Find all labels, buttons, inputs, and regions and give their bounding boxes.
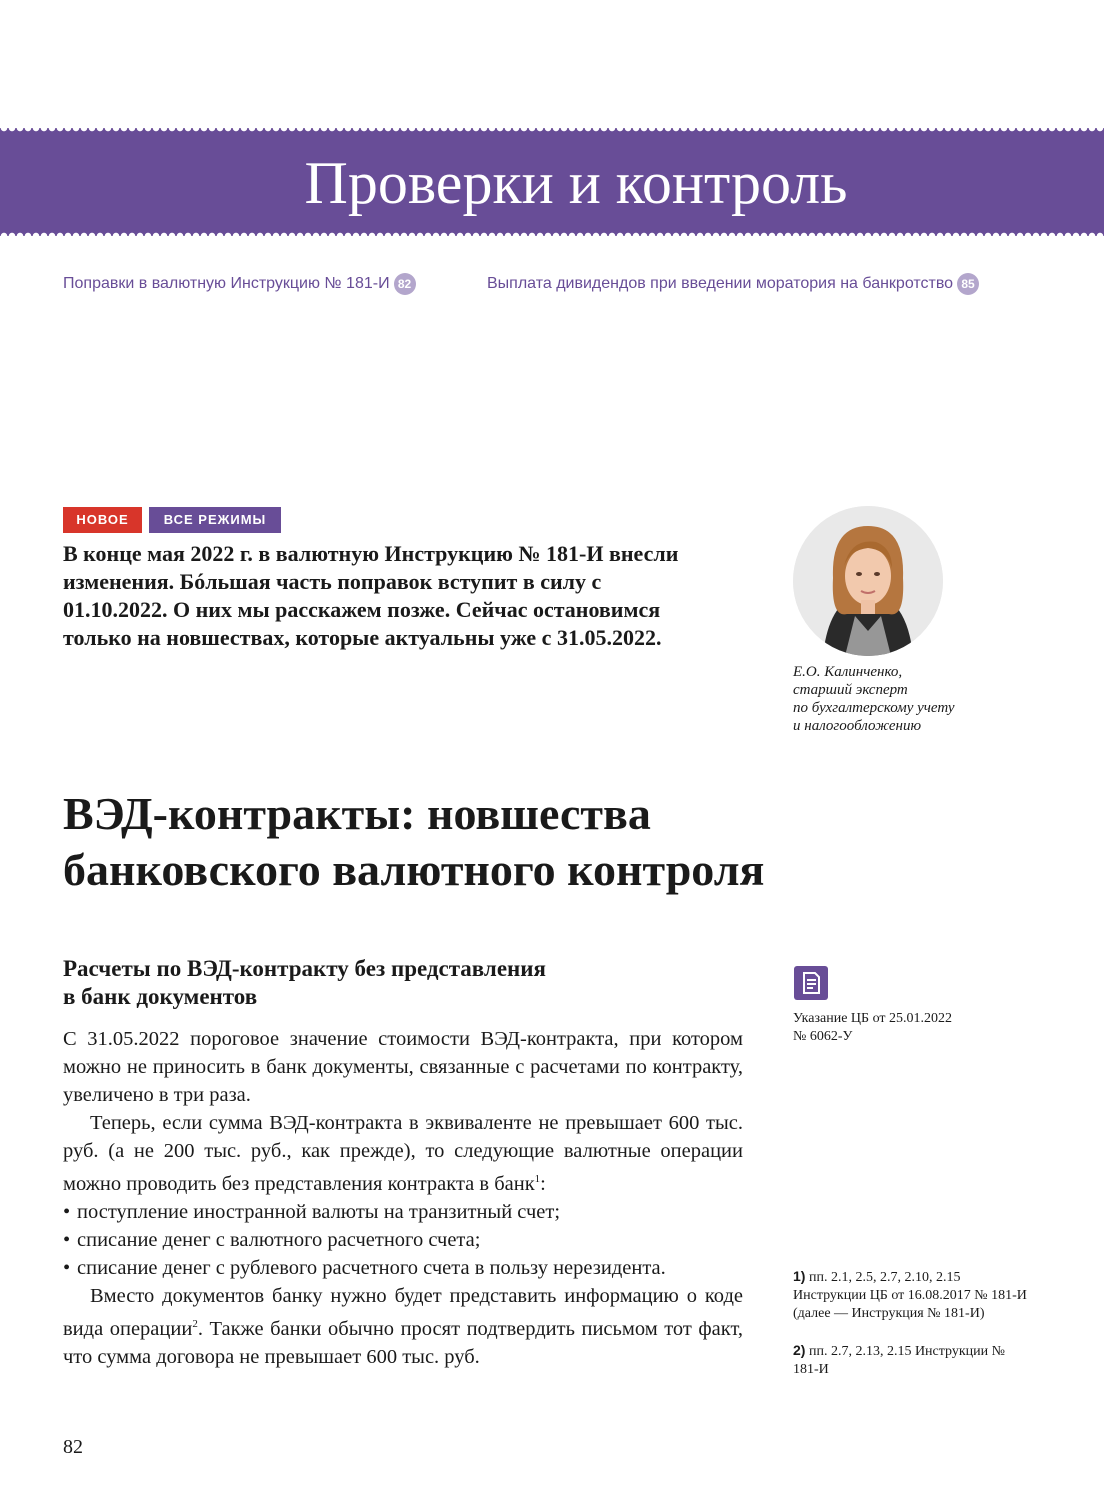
body-paragraph-3-text: Вместо документов банку нужно будет представить информацию о коде вида операции xyxy=(63,1284,743,1340)
author-role-3: и налогообложению xyxy=(793,718,922,734)
related-article-link-1[interactable] xyxy=(63,273,416,295)
footnote-number: 2) xyxy=(793,1342,806,1358)
footnote-text: пп. 2.1, 2.5, 2.7, 2.10, 2.15 Инструкции ЦБ от 16.08.2017 № 181-И (далее — Инструкция № 181-И) xyxy=(793,1270,1027,1321)
author-name: Е.О. Калинченко, xyxy=(793,664,903,680)
author-role-2: по бухгалтерскому учету xyxy=(793,700,955,716)
side-note-line-2: № 6062-У xyxy=(793,1029,853,1044)
side-note-line-1: Указание ЦБ от 25.01.2022 xyxy=(793,1011,953,1026)
footnote-1 xyxy=(793,1267,1033,1323)
body-paragraph-2-text: Теперь, если сумма ВЭД-контракта в эквиваленте не превышает 600 тыс. руб. (а не 200 тыс. руб., как прежде), то следующие валютные операции можно проводить без представления контракта в банк xyxy=(63,1112,743,1195)
footnote-ref-1[interactable]: 1 xyxy=(534,1173,541,1185)
author-photo xyxy=(793,506,943,656)
footnote-ref-2[interactable]: 2 xyxy=(192,1317,198,1330)
article-title xyxy=(63,786,1063,898)
body-paragraph-2 xyxy=(63,1109,743,1198)
page-badge: 82 xyxy=(394,273,416,295)
section-heading-line-1: Расчеты по ВЭД-контракту без представления xyxy=(63,956,546,981)
body-paragraph-2-end: : xyxy=(540,1172,546,1195)
body-paragraph-3 xyxy=(63,1282,743,1371)
bullet-list xyxy=(63,1198,743,1282)
author-caption xyxy=(793,663,1033,735)
lead-paragraph: В конце мая 2022 г. в валютную Инструкцию № 181-И внесли изменения. Бóльшая часть поправок вступит в силу с 01.10.2022. О них мы расскажем позже. Сейчас остановимся только на новшествах, которые актуальны уже с 31.05.2022. xyxy=(63,541,679,650)
footnote-number: 1) xyxy=(793,1268,806,1284)
body-paragraph-3-end: . Также банки обычно просят подтвердить письмом тот факт, что сумма договора не превышает 600 тыс. руб. xyxy=(63,1317,744,1368)
page-badge: 85 xyxy=(957,273,979,295)
related-article-link-2[interactable] xyxy=(487,273,979,295)
document-icon xyxy=(794,966,828,1000)
bullet-item: • списание денег с валютного расчетного счета; xyxy=(63,1226,743,1254)
section-title: Проверки и контроль xyxy=(304,150,848,216)
body-paragraph-1: С 31.05.2022 пороговое значение стоимости ВЭД-контракта, при котором можно не приносить в банк документы, связанные с расчетами по контракту, увеличено в три раза. xyxy=(63,1028,743,1106)
related-article-label: Поправки в валютную Инструкцию № 181-И xyxy=(63,275,390,292)
section-heading-line-2: в банк документов xyxy=(63,984,258,1009)
page-number: 82 xyxy=(63,1436,83,1458)
bullet-item: • списание денег с рублевого расчетного счета в пользу нерезидента. xyxy=(63,1254,743,1282)
article-title-line-2: банковского валютного контроля xyxy=(63,844,765,895)
footnote-text: пп. 2.7, 2.13, 2.15 Инструкции № 181-И xyxy=(793,1344,1005,1377)
bullet-item: • поступление иностранной валюты на транзитный счет; xyxy=(63,1198,743,1226)
tag-all-regimes: ВСЕ РЕЖИМЫ xyxy=(149,507,281,533)
footnote-2 xyxy=(793,1341,1033,1379)
related-article-label: Выплата дивидендов при введении моратория на банкротство xyxy=(487,275,954,292)
side-note xyxy=(793,1010,1033,1046)
tag-new: НОВОЕ xyxy=(63,507,142,533)
author-role-1: старший эксперт xyxy=(793,682,908,698)
article-title-line-1: ВЭД-контракты: новшества xyxy=(63,788,651,839)
article-body xyxy=(63,1025,743,1371)
section-heading xyxy=(63,955,743,1011)
